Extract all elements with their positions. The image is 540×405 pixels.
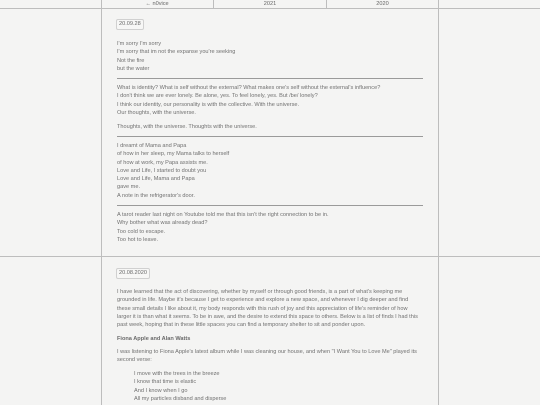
paragraph: I was listening to Fiona Apple's latest album while I was cleaning our house, and when "I Want You to Love Me" played its second verse: xyxy=(117,349,417,364)
entry-date: 20.08.2020 xyxy=(116,268,150,279)
section-divider xyxy=(117,136,423,137)
tab-back-home[interactable]: ← n0vice xyxy=(145,1,169,7)
entry-date: 20.09.28 xyxy=(116,19,144,30)
poem-stanza xyxy=(117,211,423,244)
text-line: I'm sorry that im not the expanse you're seeking xyxy=(117,49,236,56)
text-line: Love and Life, Mama and Papa xyxy=(117,176,195,183)
section-divider xyxy=(117,205,423,206)
text-line: A tarot reader last night on Youtube told me that this isn't the right connection to be in. xyxy=(117,212,329,218)
text-line: I don't think we are ever lonely. Be alone, yes. To feel lonely, yes. But /be/ lonely? xyxy=(117,93,318,100)
text-line: Too hot to leave. xyxy=(117,236,159,243)
lyric-line: I know that time is elastic xyxy=(134,379,197,386)
section-subheading: Fiona Apple and Alan Watts xyxy=(117,336,191,342)
text-line: Too cold to escape. xyxy=(117,228,166,235)
poem-stanza xyxy=(117,123,423,131)
lyric-line: I move with the trees in the breeze xyxy=(134,371,220,377)
text-line: of how at work, my Papa assists me. xyxy=(117,159,208,166)
text-line: What is identity? What is self without the external? What makes one's self without the external's influence? xyxy=(117,85,381,91)
poem-stanza xyxy=(117,40,423,73)
poem-stanza xyxy=(117,142,423,200)
text-line: I dreamt of Mama and Papa xyxy=(117,143,187,149)
entry-body xyxy=(117,288,423,329)
entry-divider xyxy=(0,256,540,257)
poem-stanza xyxy=(117,84,423,117)
text-line: gave me. xyxy=(117,184,141,191)
top-bar-border xyxy=(0,8,540,9)
text-line: Thoughts, with the universe. Thoughts with the universe. xyxy=(117,124,257,130)
lyric-line: All my particles disband and disperse xyxy=(134,395,227,402)
text-line: I'm sorry I'm sorry xyxy=(117,41,162,47)
paragraph: I have learned that the act of discovering, whether by myself or through good friends, is a part of what's keeping me grounded in life. Maybe it's because I get to experience and explore a new space, and whenever I dig deeper and find these small details I like about it, my body responds with this rush of joy and this appreciation of life's reminder of how larger it is than what it seems. To be in awe, and the desire to extend this space to others. Below is a list of finds I had this past week, hoping that in these little spaces you can find a temporary shelter to sit and ponder upon. xyxy=(117,289,418,329)
text-line: Why bother what was already dead? xyxy=(117,220,208,227)
lyrics-quote xyxy=(117,370,440,403)
tab-year-2020[interactable]: 2020 xyxy=(376,1,389,7)
section-divider xyxy=(117,78,423,79)
text-line: of how in her sleep, my Mama talks to herself xyxy=(117,151,230,158)
lyric-line: And I know when I go xyxy=(134,387,188,394)
text-line: but the water xyxy=(117,65,150,72)
text-line: I think our identity, our personality is with the collective. With the universe. xyxy=(117,101,300,108)
text-line: Love and Life, I started to doubt you xyxy=(117,167,207,174)
frame-line-left xyxy=(101,0,102,405)
frame-line-right xyxy=(438,0,439,405)
text-line: A note in the refrigerator's door. xyxy=(117,192,195,199)
text-line: Not the fire xyxy=(117,57,145,64)
text-line: Our thoughts, with the universe. xyxy=(117,109,196,116)
tab-year-2021[interactable]: 2021 xyxy=(263,1,277,7)
